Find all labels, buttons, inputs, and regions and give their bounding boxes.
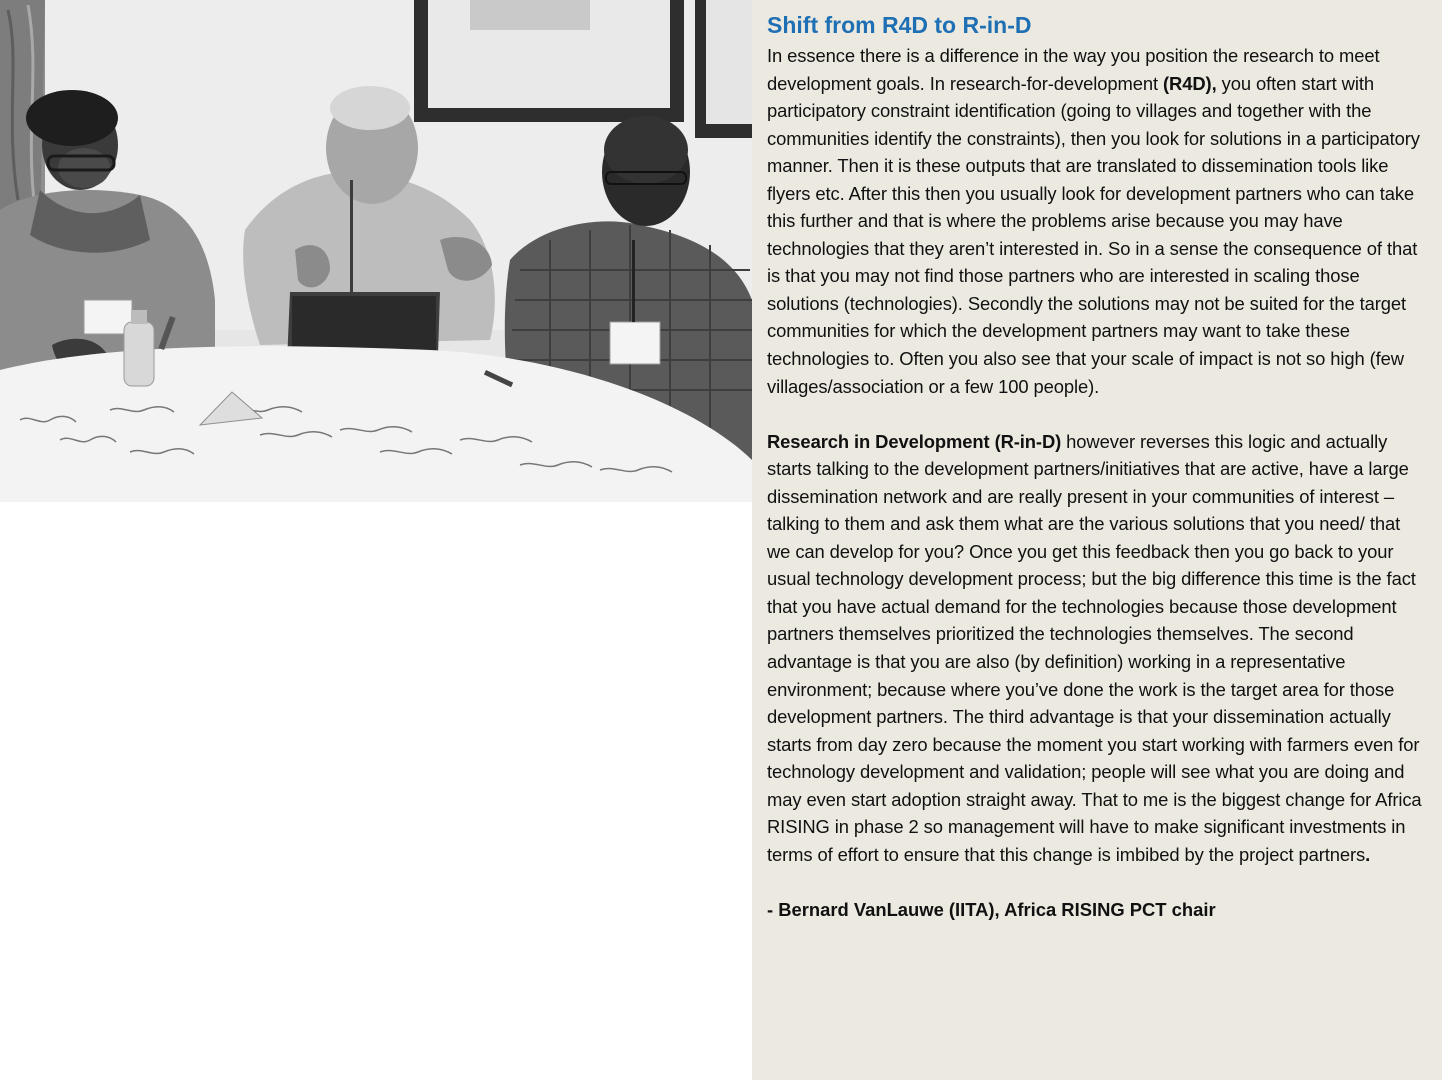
workshop-photo [0, 0, 752, 502]
paragraph-r4d-text-1: In essence there is a difference in the way you position the research to meet development goals. In research-for-development [767, 45, 1380, 94]
paragraph-r4d-text-2: you often start with participatory constraint identification (going to villages and together with the communities identify the constraints), then you look for solutions in a participatory manner. Then it is these outputs that are translated to dissemination tools like flyers etc. After this then you usually look for development partners who can take this further and that is where the problems arise because you may have technologies that they aren’t interested in. So in a sense the consequence of that is that you may not find those partners who are interested in scaling those solutions (technologies). Secondly the solutions may not be suited for the target communities for which the development partners may want to take these technologies to. Often you also see that your scale of impact is not so high (few villages/association or a few 100 people). [767, 72, 1420, 397]
paragraph-r4d [767, 42, 1426, 400]
paragraph-r-in-d [767, 428, 1426, 869]
paragraph-r-in-d-period: . [1365, 843, 1371, 865]
quote-panel [752, 0, 1442, 1080]
photo-of-workshop-icon [0, 0, 752, 502]
r4d-term: (R4D), [1163, 72, 1217, 94]
signature: - Bernard VanLauwe (IITA), Africa RISING PCT chair [767, 898, 1216, 920]
paragraph-gap [767, 400, 1426, 428]
paragraph-gap [767, 868, 1426, 896]
r-in-d-term: Research in Development (R-in-D) [767, 430, 1062, 452]
paragraph-r-in-d-text: however reverses this logic and actually starts talking to the development partners/initiatives that are active, have a large dissemination network and are really present in your communities of interest – talking to them and ask them what are the various solutions that you need/ that we can develop for you? Once you get this feedback then you go back to your usual technology development process; but the big difference this time is the fact that you have actual demand for the technologies because those development partners themselves prioritized the technologies themselves. The second advantage is that you are also (by definition) working in a representative environment; because where you’ve done the work is the target area for those development partners. The third advantage is that your dissemination actually starts from day zero because the moment you start working with farmers even for technology development and validation; people will see what you are doing and may even start adoption straight away. That to me is the biggest change for Africa RISING in phase 2 so management will have to make significant investments in terms of effort to ensure that this change is imbibed by the project partners [767, 430, 1422, 865]
panel-title: Shift from R4D to R-in-D [767, 12, 1032, 38]
